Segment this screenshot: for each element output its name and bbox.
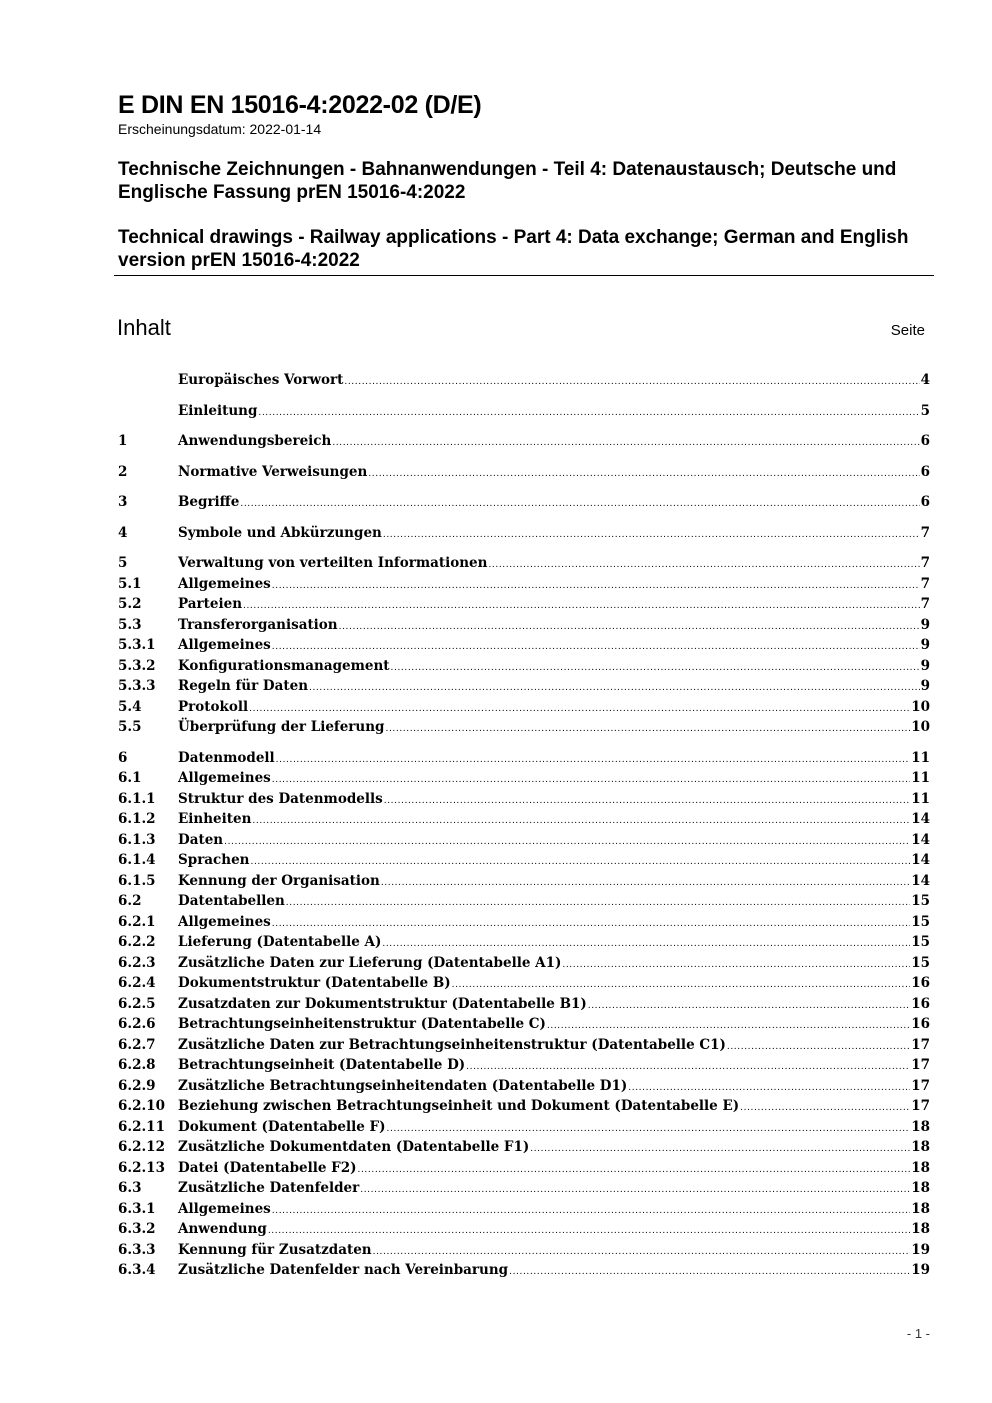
toc-entry-page: 15 <box>911 913 930 930</box>
toc-entry-title: Transferorganisation <box>178 616 338 633</box>
toc-entry[interactable] <box>118 462 930 483</box>
toc-entry-title: Betrachtungseinheitenstruktur (Datentabelle C) <box>178 1016 546 1032</box>
toc-dot-leader <box>740 1098 910 1119</box>
toc-entry-title: Zusätzliche Datenfelder <box>178 1180 360 1196</box>
toc-entry-title: Kennung für Zusatzdaten <box>178 1241 372 1258</box>
toc-dot-leader <box>547 1016 910 1037</box>
title-english: Technical drawings - Railway applications - Part 4: Data exchange; German and English version prEN 15016-4:2022 <box>118 227 909 271</box>
toc-entry-number: 5.5 <box>118 719 142 735</box>
toc-entry-title: Zusätzliche Betrachtungseinheitendaten (Datentabelle D1) <box>178 1077 628 1094</box>
toc-entry-title: Europäisches Vorwort <box>178 372 344 388</box>
toc-entry[interactable] <box>118 1035 930 1056</box>
toc-entry[interactable] <box>118 871 930 892</box>
toc-entry-number: 6.2.10 <box>118 1098 165 1114</box>
page-number: - 1 - <box>906 1326 930 1341</box>
toc-entry-title: Dokument (Datentabelle F) <box>178 1118 386 1135</box>
toc-entry-page: 16 <box>911 995 930 1012</box>
toc-entry-page: 19 <box>911 1262 930 1278</box>
toc-dot-leader <box>628 1078 910 1099</box>
document-header <box>118 90 934 272</box>
toc-entry[interactable] <box>118 553 930 574</box>
toc-entry-title: Regeln für Daten <box>178 678 309 694</box>
toc-entry-number: 6.1.1 <box>118 790 156 807</box>
toc-dot-leader <box>588 996 910 1017</box>
toc-entry[interactable] <box>118 635 930 656</box>
toc-dot-leader <box>272 914 910 935</box>
toc-entry-title: Kennung der Organisation <box>178 872 380 889</box>
toc-entry-number: 5.3 <box>118 616 142 633</box>
toc-entry-title: Anwendung <box>178 1221 267 1237</box>
toc-entry-page: 7 <box>920 575 930 592</box>
toc-entry-page: 9 <box>920 657 930 674</box>
toc-dot-leader <box>276 750 911 771</box>
toc-entry-number: 6.1.5 <box>118 872 156 889</box>
toc-dot-leader <box>268 1221 910 1242</box>
toc-entry-title: Einheiten <box>178 811 252 827</box>
toc-entry-title: Anwendungsbereich <box>178 433 332 449</box>
toc-entry-title: Konfigurationsmanagement <box>178 657 390 674</box>
toc-entry-number: 6.2.8 <box>118 1057 156 1073</box>
toc-entry-number: 6.2 <box>118 893 142 909</box>
toc-entry[interactable] <box>118 676 930 697</box>
toc-entry-title: Lieferung (Datentabelle A) <box>178 934 382 950</box>
toc-entry-page: 14 <box>911 872 930 889</box>
publication-date: Erscheinungsdatum: 2022-01-14 <box>118 121 322 137</box>
toc-entry[interactable] <box>118 1076 930 1097</box>
toc-dot-leader <box>387 1119 911 1140</box>
toc-dot-leader <box>251 852 911 873</box>
toc-entry-title: Allgemeines <box>178 1200 271 1217</box>
toc-entry-number: 6.2.13 <box>118 1159 165 1176</box>
toc-dot-leader <box>452 975 911 996</box>
toc-entry-title: Allgemeines <box>178 637 271 653</box>
toc-entry[interactable] <box>118 615 930 636</box>
toc-entry-number: 6.2.12 <box>118 1139 165 1155</box>
toc-entry[interactable] <box>118 891 930 912</box>
toc-dot-leader <box>224 832 910 853</box>
toc-entry-page: 11 <box>911 790 930 807</box>
toc-entry-number: 1 <box>118 433 128 449</box>
toc-entry[interactable] <box>118 789 930 810</box>
toc-entry-page: 17 <box>911 1077 930 1094</box>
toc-entry[interactable] <box>118 574 930 595</box>
toc-entry-title: Begriffe <box>178 494 240 510</box>
toc-entry[interactable] <box>118 809 930 830</box>
toc-entry-title: Sprachen <box>178 852 250 868</box>
toc-dot-leader <box>358 1160 911 1181</box>
toc-dot-leader <box>272 770 910 791</box>
toc-entry-page: 18 <box>911 1118 930 1135</box>
toc-dot-leader <box>286 893 910 914</box>
toc-entry-number: 5 <box>118 555 128 571</box>
toc-entry-title: Struktur des Datenmodells <box>178 790 383 807</box>
toc-entry-title: Parteien <box>178 596 243 612</box>
toc-entry-title: Normative Verweisungen <box>178 463 368 480</box>
toc-dot-leader <box>360 1180 910 1201</box>
toc-dot-leader <box>258 403 919 424</box>
toc-entry[interactable] <box>118 1137 930 1158</box>
toc-entry-page: 6 <box>920 433 930 449</box>
toc-entry[interactable] <box>118 697 930 718</box>
toc-entry-number: 6.3 <box>118 1180 142 1196</box>
toc-dot-leader <box>243 596 920 617</box>
toc-entry[interactable] <box>118 912 930 933</box>
toc-entry-page: 18 <box>911 1180 930 1196</box>
toc-dot-leader <box>272 637 920 658</box>
toc-entry-title: Zusätzliche Daten zur Betrachtungseinheitenstruktur (Datentabelle C1) <box>178 1036 726 1053</box>
toc-entry-number: 6 <box>118 749 128 766</box>
toc-entry-number: 6.2.2 <box>118 934 156 950</box>
toc-entry-title: Dokumentstruktur (Datentabelle B) <box>178 975 451 991</box>
toc-entry[interactable] <box>118 594 930 615</box>
toc-dot-leader <box>381 873 910 894</box>
toc-entry-page: 15 <box>911 954 930 971</box>
toc-entry[interactable] <box>118 492 930 513</box>
toc-entry-page: 4 <box>920 372 930 388</box>
toc-entry-number: 6.3.1 <box>118 1200 156 1217</box>
toc-dot-leader <box>249 699 910 720</box>
toc-entry[interactable] <box>118 656 930 677</box>
toc-entry-number: 6.1.3 <box>118 831 156 848</box>
toc-entry-title: Verwaltung von verteilten Informationen <box>178 555 488 571</box>
toc-entry-page: 15 <box>911 893 930 909</box>
toc-entry-number: 6.2.7 <box>118 1036 156 1053</box>
toc-dot-leader <box>530 1139 910 1160</box>
toc-entry[interactable] <box>118 748 930 769</box>
toc-dot-leader <box>272 1201 910 1222</box>
toc-dot-leader <box>391 658 920 679</box>
toc-entry[interactable] <box>118 1055 930 1076</box>
toc-entry-number: 6.1 <box>118 770 142 786</box>
toc-entry-page: 6 <box>920 463 930 480</box>
toc-entry-page: 10 <box>911 719 930 735</box>
toc-entry-page: 17 <box>911 1057 930 1073</box>
toc-entry-number: 6.1.4 <box>118 852 156 868</box>
toc-entry-number: 4 <box>118 524 128 541</box>
toc-entry-page: 18 <box>911 1221 930 1237</box>
toc-entry-page: 10 <box>911 698 930 715</box>
toc-entry-title: Datei (Datentabelle F2) <box>178 1159 357 1176</box>
toc-entry[interactable] <box>118 953 930 974</box>
toc-entry-page: 17 <box>911 1036 930 1053</box>
toc-entry-page: 9 <box>920 678 930 694</box>
toc-entry-title: Einleitung <box>178 402 258 419</box>
toc-entry-page: 18 <box>911 1159 930 1176</box>
toc-entry[interactable] <box>118 830 930 851</box>
toc-dot-leader <box>339 617 920 638</box>
toc-dot-leader <box>272 576 920 597</box>
toc-entry[interactable] <box>118 1117 930 1138</box>
toc-entry-page: 17 <box>911 1098 930 1114</box>
toc-entry-title: Datenmodell <box>178 749 275 766</box>
toc-entry[interactable] <box>118 1158 930 1179</box>
table-of-contents <box>118 370 930 1281</box>
toc-entry-page: 6 <box>920 494 930 510</box>
toc-entry-title: Symbole und Abkürzungen <box>178 524 382 541</box>
toc-entry-title: Allgemeines <box>178 770 271 786</box>
toc-entry-page: 14 <box>911 831 930 848</box>
toc-dot-leader <box>368 464 919 485</box>
toc-dot-leader <box>727 1037 910 1058</box>
document-id: E DIN EN 15016-4:2022-02 (D/E) <box>118 91 482 119</box>
toc-dot-leader <box>382 934 910 955</box>
toc-entry[interactable] <box>118 1219 930 1240</box>
toc-entry-page: 18 <box>911 1200 930 1217</box>
toc-entry-title: Zusätzliche Datenfelder nach Vereinbarung <box>178 1262 509 1278</box>
toc-entry-number: 5.3.3 <box>118 678 156 694</box>
toc-entry-title: Allgemeines <box>178 575 271 592</box>
toc-entry[interactable] <box>118 994 930 1015</box>
toc-entry[interactable] <box>118 431 930 452</box>
toc-entry-page: 11 <box>911 770 930 786</box>
toc-entry[interactable] <box>118 932 930 953</box>
toc-entry-number: 6.2.4 <box>118 975 156 991</box>
toc-entry-number: 6.2.11 <box>118 1118 165 1135</box>
toc-entry-number: 6.1.2 <box>118 811 156 827</box>
toc-page-label: Seite <box>890 322 925 339</box>
toc-entry-number: 6.3.2 <box>118 1221 156 1237</box>
toc-entry-page: 7 <box>920 524 930 541</box>
toc-entry-number: 5.3.2 <box>118 657 156 674</box>
toc-entry-title: Protokoll <box>178 698 249 715</box>
toc-entry[interactable] <box>118 1260 930 1281</box>
toc-entry-title: Allgemeines <box>178 913 271 930</box>
toc-entry-number: 6.3.4 <box>118 1262 156 1278</box>
toc-entry[interactable] <box>118 717 930 738</box>
toc-entry-number: 5.1 <box>118 575 142 592</box>
toc-entry[interactable] <box>118 1096 930 1117</box>
toc-entry-page: 16 <box>911 975 930 991</box>
toc-entry-title: Zusätzliche Daten zur Lieferung (Datentabelle A1) <box>178 954 562 971</box>
toc-entry-title: Betrachtungseinheit (Datentabelle D) <box>178 1057 466 1073</box>
toc-dot-leader <box>309 678 920 699</box>
toc-dot-leader <box>386 719 911 740</box>
toc-entry-page: 18 <box>911 1139 930 1155</box>
toc-entry-number: 6.2.5 <box>118 995 156 1012</box>
toc-entry-number: 6.3.3 <box>118 1241 156 1258</box>
toc-entry-number: 6.2.3 <box>118 954 156 971</box>
toc-dot-leader <box>383 525 920 546</box>
title-german: Technische Zeichnungen - Bahnanwendungen - Teil 4: Datenaustausch; Deutsche und Englische Fassung prEN 15016-4:2022 <box>118 159 897 203</box>
toc-entry-number: 6.2.9 <box>118 1077 156 1094</box>
toc-entry-title: Beziehung zwischen Betrachtungseinheit und Dokument (Datentabelle E) <box>178 1098 740 1114</box>
toc-dot-leader <box>252 811 910 832</box>
toc-entry-number: 3 <box>118 494 128 510</box>
toc-entry-number: 6.2.1 <box>118 913 156 930</box>
toc-entry[interactable] <box>118 850 930 871</box>
toc-entry[interactable] <box>118 401 930 422</box>
toc-entry-title: Zusatzdaten zur Dokumentstruktur (Datentabelle B1) <box>178 995 587 1012</box>
toc-entry-number: 5.2 <box>118 596 142 612</box>
toc-dot-leader <box>466 1057 910 1078</box>
toc-entry-number: 5.3.1 <box>118 637 156 653</box>
toc-entry-title: Überprüfung der Lieferung <box>178 719 385 735</box>
toc-entry-page: 14 <box>911 852 930 868</box>
toc-entry-page: 7 <box>920 596 930 612</box>
toc-entry-page: 15 <box>911 934 930 950</box>
toc-entry-title: Datentabellen <box>178 893 285 909</box>
toc-entry-page: 16 <box>911 1016 930 1032</box>
toc-entry[interactable] <box>118 973 930 994</box>
toc-dot-leader <box>488 555 919 576</box>
toc-entry[interactable] <box>118 1240 930 1261</box>
toc-dot-leader <box>384 791 910 812</box>
toc-entry-number: 6.2.6 <box>118 1016 156 1032</box>
toc-entry[interactable] <box>118 523 930 544</box>
toc-entry-page: 19 <box>911 1241 930 1258</box>
toc-entry[interactable] <box>118 370 930 391</box>
toc-entry[interactable] <box>118 1199 930 1220</box>
toc-entry-page: 7 <box>920 555 930 571</box>
toc-entry-page: 9 <box>920 637 930 653</box>
toc-entry-number: 2 <box>118 463 128 480</box>
header-divider <box>114 275 934 276</box>
toc-entry-page: 11 <box>911 749 930 766</box>
toc-entry[interactable] <box>118 768 930 789</box>
toc-dot-leader <box>240 494 919 515</box>
toc-entry-page: 9 <box>920 616 930 633</box>
toc-entry-title: Daten <box>178 831 224 848</box>
toc-dot-leader <box>373 1242 911 1263</box>
toc-title: Inhalt <box>117 315 171 340</box>
toc-dot-leader <box>344 372 919 393</box>
toc-dot-leader <box>509 1262 910 1283</box>
toc-entry-page: 5 <box>920 402 930 419</box>
toc-entry-page: 14 <box>911 811 930 827</box>
toc-entry[interactable] <box>118 1014 930 1035</box>
toc-dot-leader <box>562 955 910 976</box>
toc-entry-title: Zusätzliche Dokumentdaten (Datentabelle F1) <box>178 1139 530 1155</box>
toc-entry-number: 5.4 <box>118 698 142 715</box>
toc-entry[interactable] <box>118 1178 930 1199</box>
toc-dot-leader <box>332 433 919 454</box>
